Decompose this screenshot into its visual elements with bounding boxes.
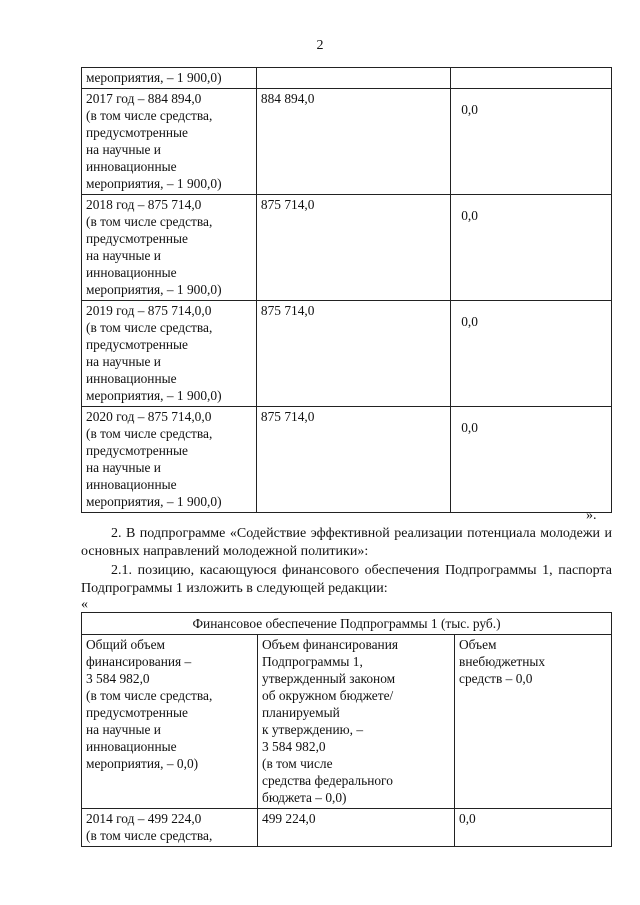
financing-table-continued (81, 67, 612, 513)
paragraph-subprogram: 2. В подпрограмме «Содействие эффективной реализации потенциала молодежи и основных направлений молодежной политики»: (81, 526, 612, 559)
total-volume-cell: Общий объем финансирования – 3 584 982,0 (в том числе средства, предусмотренные на научные и инновационные мероприятия, – 0,0) (82, 635, 258, 809)
budget-cell: 499 224,0 (258, 809, 455, 847)
table-cell: мероприятия, – 1 900,0) (82, 68, 257, 89)
table-row (82, 809, 612, 847)
table-cell (451, 68, 612, 89)
extrabudget-cell: 0,0 (451, 195, 612, 301)
table-header-row (82, 613, 612, 635)
budget-cell: 884 894,0 (256, 89, 450, 195)
year-cell: 2018 год – 875 714,0 (в том числе средства, предусмотренные на научные и инновационные мероприятия, – 1 900,0) (82, 195, 257, 301)
extrabudget-cell: 0,0 (451, 301, 612, 407)
year-cell: 2019 год – 875 714,0,0 (в том числе средства, предусмотренные на научные и инновационные мероприятия, – 1 900,0) (82, 301, 257, 407)
year-cell: 2020 год – 875 714,0,0 (в том числе средства, предусмотренные на научные и инновационные мероприятия, – 1 900,0) (82, 407, 257, 513)
extrabudget-cell: 0,0 (451, 89, 612, 195)
table-row (82, 68, 612, 89)
opening-quote-mark: « (81, 597, 88, 612)
extrabudget-cell: 0,0 (455, 809, 612, 847)
extrabudget-volume-cell: Объем внебюджетных средств – 0,0 (455, 635, 612, 809)
table-row (82, 301, 612, 407)
paragraph-position: 2.1. позицию, касающуюся финансового обеспечения Подпрограммы 1, паспорта Подпрограммы 1 изложить в следующей редакции: (81, 563, 612, 596)
budget-volume-cell: Объем финансирования Подпрограммы 1, утвержденный законом об окружном бюджете/ планируемый к утверждению, – 3 584 982,0 (в том числе средства федерального бюджета – 0,0) (258, 635, 455, 809)
closing-quote-mark: ». (586, 508, 597, 523)
year-cell: 2017 год – 884 894,0 (в том числе средства, предусмотренные на научные и инновационные мероприятия, – 1 900,0) (82, 89, 257, 195)
budget-cell: 875 714,0 (256, 407, 450, 513)
budget-cell: 875 714,0 (256, 301, 450, 407)
table-row (82, 195, 612, 301)
table-row (82, 635, 612, 809)
table-row (82, 89, 612, 195)
budget-cell: 875 714,0 (256, 195, 450, 301)
year-cell: 2014 год – 499 224,0 (в том числе средства, (82, 809, 258, 847)
table-header: Финансовое обеспечение Подпрограммы 1 (тыс. руб.) (82, 613, 612, 635)
extrabudget-cell: 0,0 (451, 407, 612, 513)
page-number: 2 (316, 38, 324, 53)
financing-table-subprogram1 (81, 612, 612, 847)
table-row (82, 407, 612, 513)
table-cell (256, 68, 450, 89)
